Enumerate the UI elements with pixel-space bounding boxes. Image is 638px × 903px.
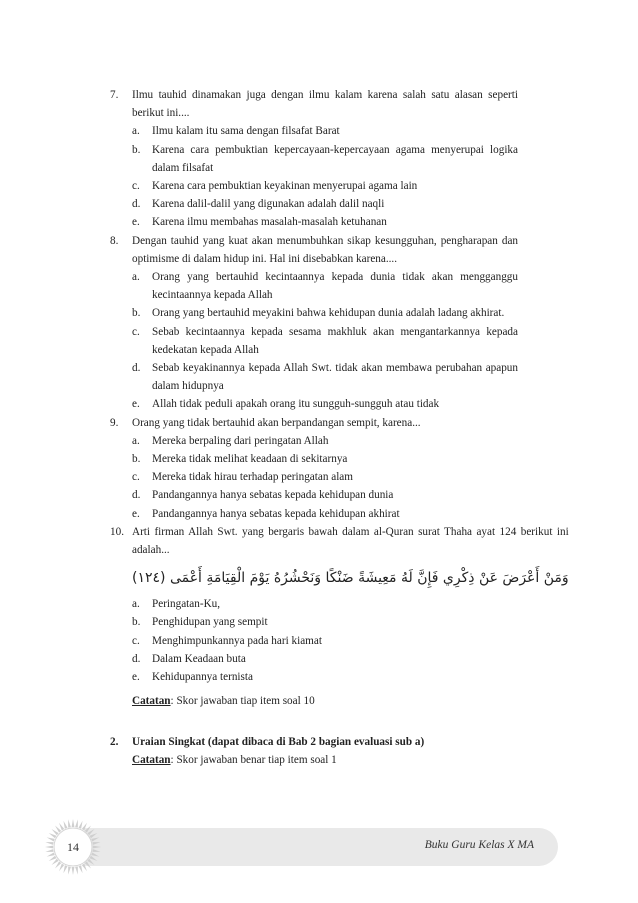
- section-number: 2.: [110, 735, 119, 748]
- option-letter: c.: [132, 325, 140, 338]
- option-letter: b.: [132, 307, 141, 320]
- note-label: Catatan: [132, 695, 171, 708]
- option-letter: d.: [132, 362, 141, 375]
- book-title: Buku Guru Kelas X MA: [424, 839, 534, 851]
- option-letter: d.: [132, 489, 141, 502]
- option-text: Karena ilmu membahas masalah-masalah ketuhanan: [152, 216, 387, 229]
- option-text: Orang yang bertauhid kecintaannya kepada dunia tidak akan mengganggu kecintaannya kepada Allah: [152, 271, 518, 302]
- option-d: [132, 486, 518, 504]
- option-text: Kehidupannya ternista: [152, 671, 253, 684]
- note-text: : Skor jawaban benar tiap item soal 1: [170, 753, 337, 766]
- question-number: 9.: [110, 416, 119, 429]
- options-list: [132, 122, 518, 231]
- question-8: [110, 232, 518, 414]
- option-text: Menghimpunkannya pada hari kiamat: [152, 634, 322, 647]
- option-letter: d.: [132, 652, 141, 665]
- option-text: Orang yang bertauhid meyakini bahwa kehidupan dunia adalah ladang akhirat.: [152, 307, 505, 320]
- option-c: [132, 323, 518, 359]
- question-number: 10.: [110, 525, 124, 538]
- option-text: Karena cara pembuktian kepercayaan-kepercayaan agama menyerupai logika dalam filsafat: [152, 143, 518, 174]
- option-letter: e.: [132, 398, 140, 411]
- question-9: [110, 414, 518, 523]
- footer-bar: [84, 828, 558, 866]
- option-c: [132, 632, 569, 650]
- question-10: [110, 523, 569, 711]
- option-letter: a.: [132, 434, 140, 447]
- options-list: [132, 432, 518, 523]
- option-b: [132, 304, 518, 322]
- question-text: Ilmu tauhid dinamakan juga dengan ilmu kalam karena salah satu alasan seperti berikut ini....: [132, 89, 518, 120]
- option-letter: c.: [132, 634, 140, 647]
- option-letter: a.: [132, 125, 140, 138]
- question-number: 7.: [110, 89, 119, 101]
- options-list: [132, 595, 569, 686]
- option-text: Pandangannya hanya sebatas kepada kehidupan dunia: [152, 489, 394, 502]
- option-letter: a.: [132, 271, 140, 284]
- option-text: Mereka berpaling dari peringatan Allah: [152, 434, 329, 447]
- option-letter: c.: [132, 471, 140, 484]
- option-text: Ilmu kalam itu sama dengan filsafat Barat: [152, 125, 340, 138]
- option-text: Allah tidak peduli apakah orang itu sungguh-sungguh atau tidak: [152, 398, 440, 411]
- page-number: 14: [67, 840, 79, 854]
- option-text: Pandangannya hanya sebatas kepada kehidupan akhirat: [152, 507, 400, 520]
- page-content: [110, 86, 569, 769]
- option-text: Karena dalil-dalil yang digunakan adalah dalil naqli: [152, 198, 385, 211]
- options-list: [132, 268, 518, 414]
- option-text: Dalam Keadaan buta: [152, 652, 246, 665]
- question-text: Orang yang tidak bertauhid akan berpandangan sempit, karena...: [132, 416, 421, 429]
- question-number: 8.: [110, 234, 119, 247]
- option-b: [132, 141, 518, 177]
- option-a: [132, 432, 518, 450]
- option-letter: e.: [132, 507, 140, 520]
- option-d: [132, 195, 518, 213]
- option-letter: c.: [132, 180, 140, 193]
- option-text: Peringatan-Ku,: [152, 598, 221, 611]
- option-b: [132, 613, 569, 631]
- quran-verse-arabic: وَمَنْ أَعْرَضَ عَنْ ذِكْرِي فَإِنَّ لَهُ مَعِيشَةً ضَنْكًا وَنَحْشُرُهُ يَوْمَ الْقِيَامَةِ أَعْمَى (١٢٤): [132, 570, 569, 587]
- note-text: : Skor jawaban tiap item soal 10: [170, 695, 315, 708]
- score-note: [132, 692, 569, 710]
- option-letter: e.: [132, 671, 140, 684]
- option-e: [132, 395, 518, 413]
- option-letter: b.: [132, 453, 141, 466]
- option-letter: e.: [132, 216, 140, 229]
- option-e: [132, 213, 518, 231]
- option-e: [132, 505, 518, 523]
- option-text: Sebab keyakinannya kepada Allah Swt. tidak akan membawa perubahan apapun dalam hidupnya: [152, 362, 518, 393]
- option-letter: b.: [132, 616, 141, 629]
- option-a: [132, 595, 569, 613]
- option-text: Penghidupan yang sempit: [152, 616, 268, 629]
- option-d: [132, 359, 518, 395]
- option-c: [132, 177, 518, 195]
- section-2: [110, 733, 518, 769]
- option-text: Sebab kecintaannya kepada sesama makhluk akan mengantarkannya kepada kedekatan kepada Allah: [152, 325, 518, 356]
- option-e: [132, 668, 569, 686]
- section-note: [132, 751, 518, 769]
- option-c: [132, 468, 518, 486]
- option-letter: b.: [132, 143, 141, 156]
- option-b: [132, 450, 518, 468]
- question-text: Arti firman Allah Swt. yang bergaris bawah dalam al-Quran surat Thaha ayat 124 berikut ini adalah...: [132, 525, 569, 557]
- question-text: Dengan tauhid yang kuat akan menumbuhkan sikap kesungguhan, pengharapan dan optimisme di dalam hidup ini. Hal ini disebabkan karena....: [132, 234, 518, 265]
- option-letter: d.: [132, 198, 141, 211]
- option-text: Karena cara pembuktian keyakinan menyerupai agama lain: [152, 180, 418, 193]
- option-a: [132, 122, 518, 140]
- option-letter: a.: [132, 598, 140, 611]
- option-d: [132, 650, 569, 668]
- question-7: [110, 86, 518, 232]
- option-a: [132, 268, 518, 304]
- option-text: Mereka tidak melihat keadaan di sekitarnya: [152, 453, 348, 466]
- option-text: Mereka tidak hirau terhadap peringatan alam: [152, 471, 353, 484]
- note-label: Catatan: [132, 753, 171, 766]
- section-title: Uraian Singkat (dapat dibaca di Bab 2 bagian evaluasi sub a): [132, 735, 425, 748]
